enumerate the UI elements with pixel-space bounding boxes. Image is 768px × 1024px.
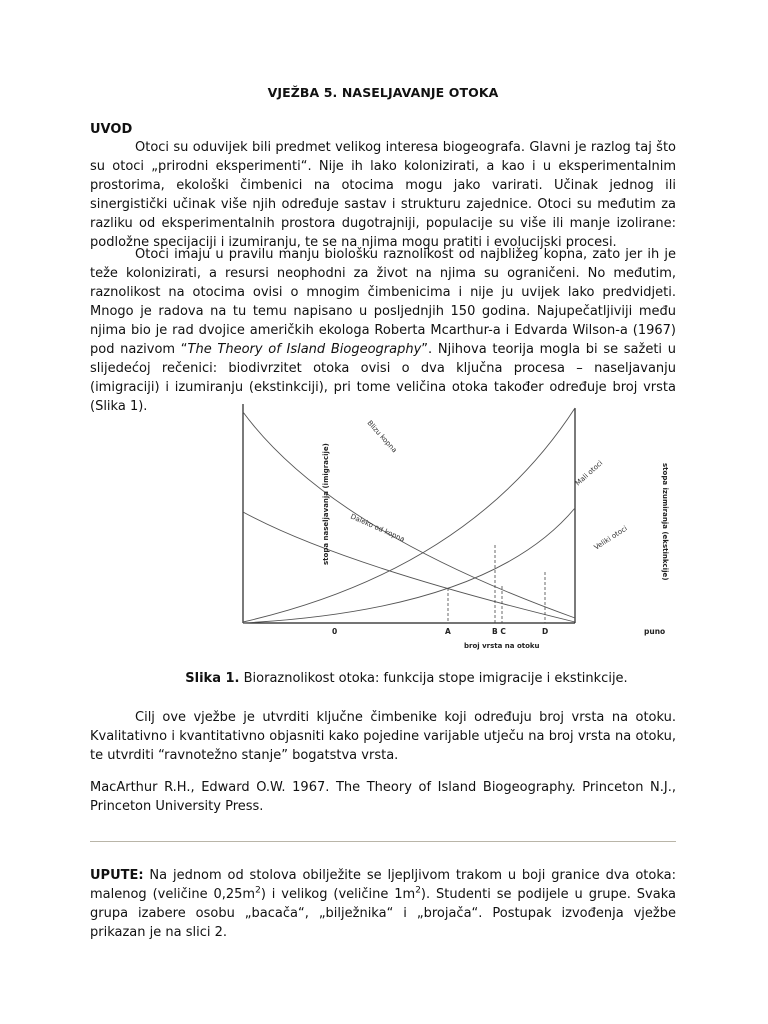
curve-veliki-otoci	[243, 508, 575, 623]
tick-bc: B C	[492, 627, 506, 636]
upute-label: UPUTE:	[90, 868, 144, 883]
book-title-italic: The Theory of Island Biogeography	[187, 342, 422, 357]
section-heading: UVOD	[90, 122, 133, 137]
label-mali-otoci: Mali otoci	[573, 459, 605, 488]
curve-mali-otoci	[243, 408, 575, 622]
divider	[90, 841, 676, 842]
upute-sup1: 2	[255, 885, 261, 896]
caption-text: Bioraznolikost otoka: funkcija stope imigracije i ekstinkcije.	[239, 671, 628, 686]
figure-island-biogeography	[230, 400, 690, 660]
label-blizu-kopna: Blizu kopna	[365, 418, 399, 455]
curve-blizu-kopna	[243, 412, 575, 618]
paragraph-goal: Cilj ove vježbe je utvrditi ključne čimbenike koji određuju broj vrsta na otoku. Kvalitativno i kvantitativno objasniti kako pojedine varijable utječu na broj vrsta na otoku, te utvrditi “ravnotežno stanje” bogatstva vrsta.	[90, 710, 676, 763]
tick-0: 0	[332, 627, 338, 636]
document-title: VJEŽBA 5. NASELJAVANJE OTOKA	[267, 85, 499, 100]
paragraph-theory-part2: ”. Njihova teorija mogla bi se sažeti u slijedećoj rečenici: biodivrzitet otoka ovisi o dva ključna procesa – naseljavanju (imigraciji) i izumiranju (ekstinkciji), pri tome veličina otoka također određuje broj vrsta (Slika 1).	[90, 342, 676, 414]
x-axis-label: broj vrsta na otoku	[464, 642, 540, 650]
upute-part3: ). Studenti se podijele u grupe. Svaka grupa izabere osobu „bacača“, „bilježnika“ i „brojača“. Postupak izvođenja vježbe prikazan je na slici 2.	[90, 887, 676, 940]
curve-daleko-od-kopna	[243, 512, 575, 622]
figure-caption	[90, 671, 676, 686]
caption-label: Slika 1.	[185, 671, 240, 686]
y-right-label: stopa izumiranja (ekstinkcije)	[661, 463, 669, 581]
tick-d: D	[542, 627, 549, 636]
reference: MacArthur R.H., Edward O.W. 1967. The Theory of Island Biogeography. Princeton N.J., Princeton University Press.	[90, 780, 676, 814]
y-left-label: stopa naseljavanja (imigracije)	[322, 443, 330, 565]
tick-a: A	[445, 627, 451, 636]
upute-sup2: 2	[415, 885, 421, 896]
tick-puno: puno	[644, 627, 666, 636]
upute-part1: Na jednom od stolova obilježite se ljepljivom trakom u boji granice dva otoka: malenog (veličine 0,25m	[90, 868, 676, 902]
label-daleko-od-kopna: Daleko od kopna	[349, 512, 406, 544]
paragraph-upute	[90, 866, 676, 942]
paragraph-theory-part1: Otoci imaju u pravilu manju biološku raznolikost od najbližeg kopna, zato jer ih je teže kolonizirati, a resursi neophodni za život na njima su ograničeni. No međutim, raznolikost na otocima ovisi o mnogim čimbenicima i nije ju uvijek lako predvidjeti. Mnogo je radova na tu temu napisano u posljednjih 150 godina. Najupečatljiviji među njima bio je rad dvojice američkih ekologa Roberta Mcarthur-a i Edvarda Wilson-a (1967) pod nazivom “	[90, 247, 676, 357]
paragraph-theory	[90, 245, 676, 416]
paragraph-intro: Otoci su oduvijek bili predmet velikog interesa biogeografa. Glavni je razlog taj što su otoci „prirodni eksperimenti“. Nije ih lako kolonizirati, a kao i u eksperimentalnim prostorima, ekološki čimbenici na otocima mogu jako varirati. Učinak jednog ili sinergistički učinak više njih određuje sastav i strukturu zajednice. Otoci su međutim za razliku od eksperimentalnih prostora dugotrajniji, populacije su više ili manje izolirane: podložne specijaciji i izumiranju, te se na njima mogu pratiti i evolucijski procesi.	[90, 140, 676, 250]
label-veliki-otoci: Veliki otoci	[592, 524, 629, 552]
upute-part2: ) i velikog (veličine 1m	[260, 887, 416, 902]
